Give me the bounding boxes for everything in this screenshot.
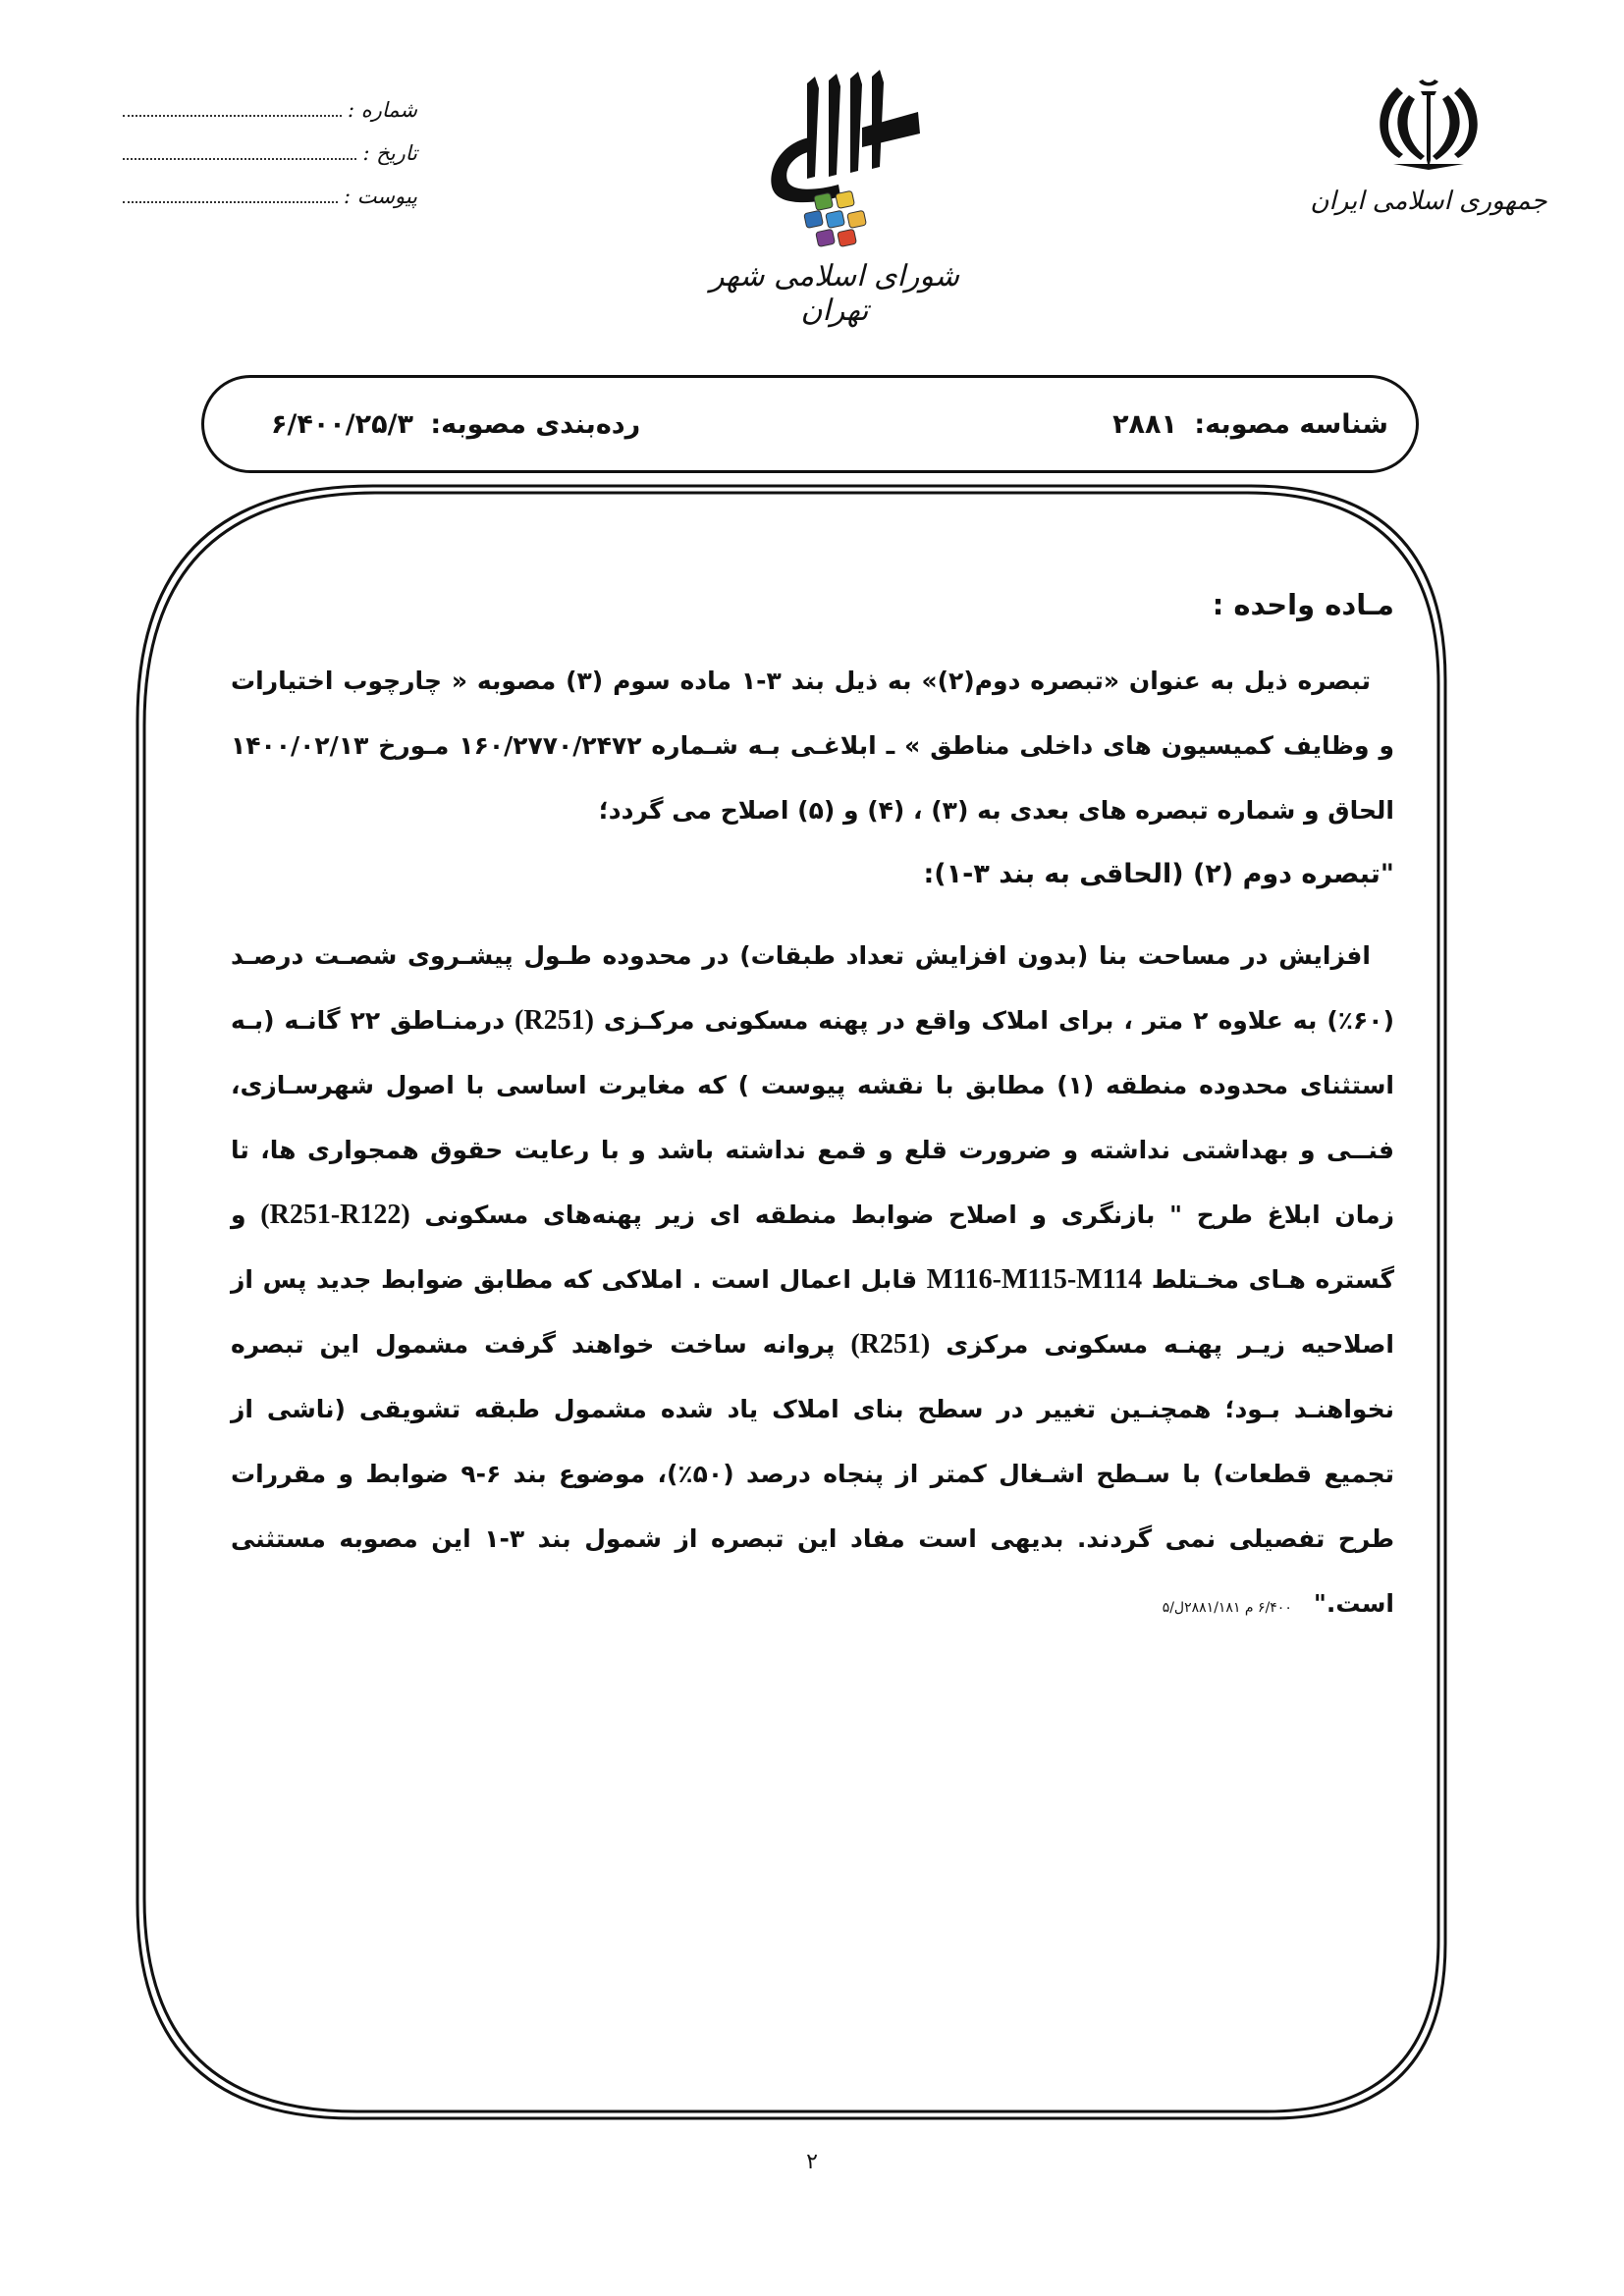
number-dotted-line (123, 114, 342, 117)
classification-value: ۶/۴۰۰/۲۵/۳ (271, 408, 413, 440)
zone-code-r251: (R251) (514, 1005, 594, 1036)
letter-meta-fields (123, 98, 417, 228)
intro-paragraph (231, 649, 1394, 843)
resolution-id-value: ۲۸۸۱ (1112, 408, 1177, 440)
note-text-part-2: درمنـاطق ۲۲ گانـه (بـه استثنای محدوده منطقه (۱) مطابق با نقشه پیوست ) که مغایرت اساسی با اصول شهرسـازی، فنــی و بهداشتی نداشته و ضرورت قلع و قمع نداشته باشد و با رعایت حقوق همجواری ها، تا زمان ابلاغ طرح " بازنگری و اصلاح ضوابط منطقه ای زیر پهنه‌های مسکونی (231, 1006, 1394, 1229)
logo-tile (814, 192, 834, 210)
council-logo (687, 69, 982, 334)
number-label: شماره : (347, 98, 417, 122)
emblem-caption: جمهوری اسلامی ایران (1310, 187, 1547, 216)
logo-tile (816, 229, 836, 246)
tehran-city-council-logo-icon (746, 69, 923, 255)
note-paragraph (231, 924, 1394, 1640)
date-dotted-line (123, 157, 356, 160)
date-label: تاریخ : (362, 141, 417, 165)
council-name: شورای اسلامی شهر تهران (710, 259, 959, 328)
date-field (123, 141, 417, 185)
note-text-part-5: پروانه ساخت خواهند گرفت مشمول این تبصره نخواهنـد بـود؛ همچنـین تغییر در سطح بنای املاک یاد شده مشمول طبقه تشویقی (ناشی از تجمیع قطعات) با سـطح اشـغال کمتر از پنجاه درصد (۵۰٪)، موضوع بند ۶-۹ ضوابط و مقررات طرح تفصیلی نمی گردند. بدیهی است مفاد این تبصره از شمول بند ۳-۱ این مصوبه مستثنی است." (231, 1330, 1394, 1618)
logo-tile (847, 210, 867, 228)
resolution-body (231, 574, 1394, 1640)
national-emblem (1306, 74, 1551, 216)
note-heading: "تبصره دوم (۲) (الحاقی به بند ۳-۱): (923, 859, 1394, 889)
page-number: ۲ (806, 2150, 818, 2174)
article-title: مـاده واحده : (1212, 588, 1394, 621)
document-reference-code: ۶/۴۰۰ م ۲۸۸۱/۱۸۱ل/۵ (1162, 1600, 1292, 1616)
logo-tile (826, 210, 845, 228)
resolution-id (1112, 409, 1388, 440)
attachment-dotted-line (123, 200, 338, 203)
note-text-part-1: افزایش در مساحت بنا (بدون افزایش تعداد طبقات) در محدوده طـول پیشـروی شصـت درصـد (۶۰٪) به علاوه ۲ متر ، برای املاک واقع در پهنه مسکونی مرکـزی (231, 941, 1395, 1035)
logo-tile (804, 210, 824, 228)
note-text-part-4: قابل اعمال است . املاکی که مطابق ضوابط جدید پس از اصلاحیه زیـر پهنـه مسکونی مرکزی (231, 1265, 1394, 1359)
zone-code-m116-m115-m114: M116-M115-M114 (926, 1264, 1143, 1295)
logo-tile (838, 229, 857, 246)
number-field (123, 98, 417, 141)
logo-tile (836, 190, 855, 208)
resolution-id-label: شناسه مصوبه: (1194, 408, 1388, 440)
attachment-label: پیوست : (344, 185, 417, 208)
attachment-field (123, 185, 417, 228)
resolution-header-box (201, 375, 1419, 473)
note-text-part-3: و گستره هـای مخـتلط (231, 1201, 1394, 1294)
iran-emblem-icon (1370, 74, 1488, 177)
zone-code-r251-second: (R251) (850, 1329, 931, 1360)
classification-label: رده‌بندی مصوبه: (430, 408, 641, 440)
intro-paragraph-text: تبصره ذیل به عنوان «تبصره دوم(۲)» به ذیل بند ۳-۱ ماده سوم (۳) مصوبه « چارچوب اختیارات و وظایف کمیسیون های داخلی مناطق » ـ ابلاغـی بـه شـماره ۱۶۰/۲۷۷۰/۲۴۷۲ مـورخ ۱۴۰۰/۰۲/۱۳ الحاق و شماره تبصره های بعدی به (۳) ، (۴) و (۵) اصلاح می گردد؛ (231, 667, 1394, 825)
zone-code-r251-r122: (R251-R122) (260, 1200, 410, 1230)
resolution-classification (271, 409, 640, 440)
